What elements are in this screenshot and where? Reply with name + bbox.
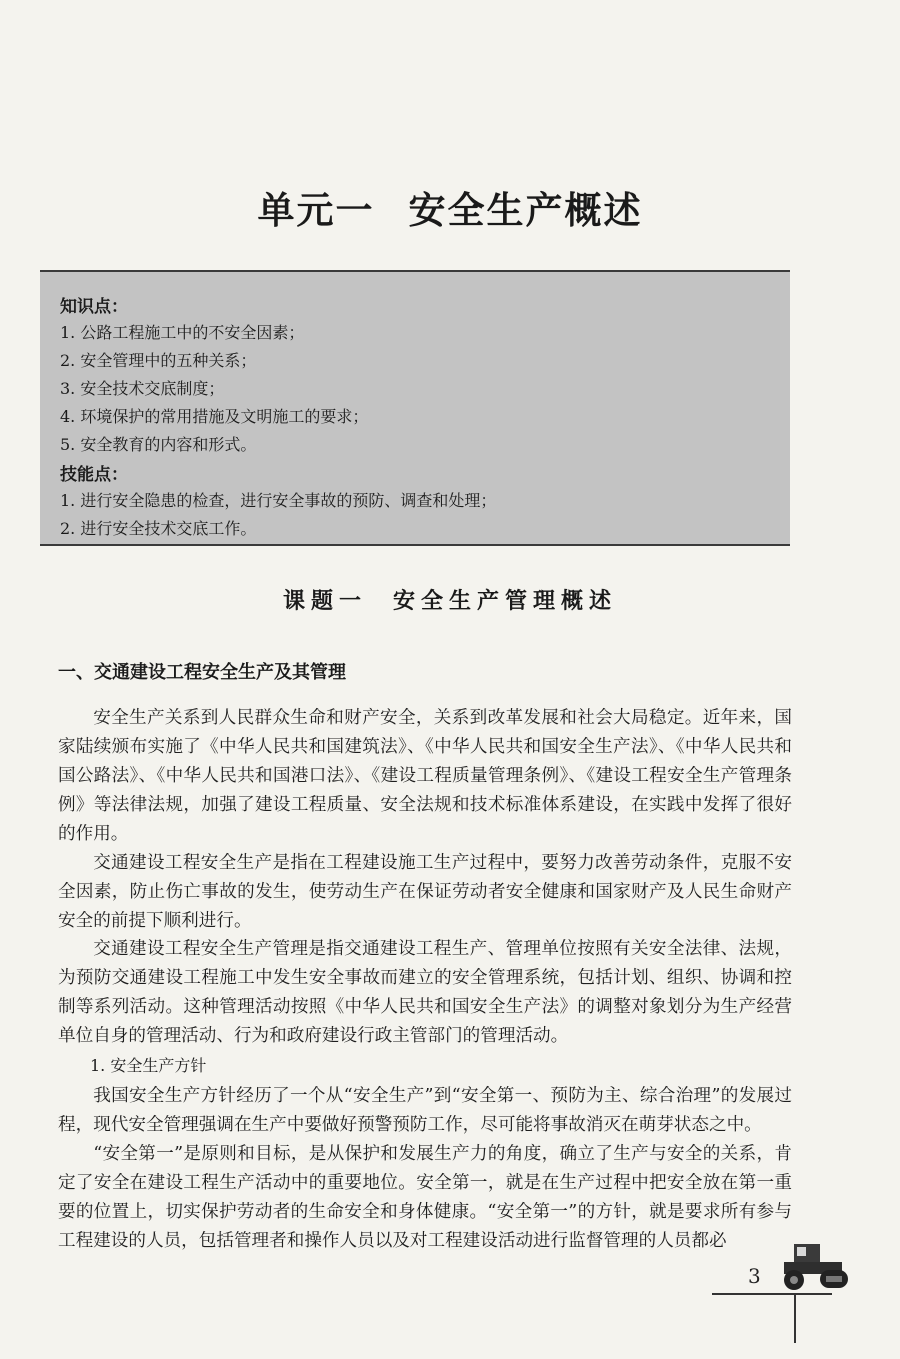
unit-title <box>0 180 900 234</box>
knowledge-item: 1. 公路工程施工中的不安全因素； <box>60 323 305 342</box>
paragraph: 我国安全生产方针经历了一个从“安全生产”到“安全第一、预防为主、综合治理”的发展过程，现代安全管理强调在生产中要做好预警预防工作，尽可能将事故消灭在萌芽状态之中。 <box>58 1086 792 1135</box>
unit-label: 单元一 <box>257 189 375 232</box>
paragraph: 交通建设工程安全生产是指在工程建设施工生产过程中，要努力改善劳动条件，克服不安全因素，防止伤亡事故的发生，使劳动生产在保证劳动者安全健康和国家财产及人民生命财产安全的前提下顺利进行。 <box>58 853 792 931</box>
knowledge-heading: 知识点： <box>60 297 128 317</box>
topic-title <box>0 584 900 615</box>
road-roller-icon <box>776 1236 852 1292</box>
paragraph: “安全第一”是原则和目标，是从保护和发展生产力的角度，确立了生产与安全的关系，肯定了安全在建设工程生产活动中的重要地位。安全第一，就是在生产过程中把安全放在第一重要的位置上，切实保护劳动者的生命安全和身体健康。“安全第一”的方针，就是要求所有参与工程建设的人员，包括管理者和操作人员以及对工程建设活动进行监督管理的人员都必 <box>58 1144 792 1251</box>
skill-item: 2. 进行安全技术交底工作。 <box>60 519 257 538</box>
topic-label: 课题一 <box>282 589 367 614</box>
paragraph: 交通建设工程安全生产管理是指交通建设工程生产、管理单位按照有关安全法律、法规，为预防交通建设工程施工中发生安全事故而建立的安全管理系统，包括计划、组织、协调和控制等系列活动。这种管理活动按照《中华人民共和国安全生产法》的调整对象划分为生产经营单位自身的管理活动、行为和政府建设行政主管部门的管理活动。 <box>58 939 792 1046</box>
topic-title-text: 安全生产管理概述 <box>393 589 618 614</box>
knowledge-item: 4. 环境保护的常用措施及文明施工的要求； <box>60 407 369 426</box>
skills-heading: 技能点： <box>60 465 128 485</box>
knowledge-item: 3. 安全技术交底制度； <box>60 379 225 398</box>
section-heading: 一、交通建设工程安全生产及其管理 <box>58 662 346 683</box>
unit-title-text: 安全生产概述 <box>408 189 643 232</box>
subsection-heading: 1. 安全生产方针 <box>90 1056 207 1075</box>
footer-rule-vertical <box>794 1293 796 1343</box>
footer-rule <box>712 1293 832 1295</box>
knowledge-item: 5. 安全教育的内容和形式。 <box>60 435 257 454</box>
skill-item: 1. 进行安全隐患的检查，进行安全事故的预防、调查和处理； <box>60 491 497 510</box>
paragraph: 安全生产关系到人民群众生命和财产安全，关系到改革发展和社会大局稳定。近年来，国家陆续颁布实施了《中华人民共和国建筑法》、《中华人民共和国安全生产法》、《中华人民共和国公路法》、《中华人民共和国港口法》、《建设工程质量管理条例》、《建设工程安全生产管理条例》等法律法规，加强了建设工程质量、安全法规和技术标准体系建设，在实践中发挥了很好的作用。 <box>58 708 792 844</box>
page-number: 3 <box>748 1264 761 1288</box>
knowledge-box <box>40 270 790 546</box>
knowledge-item: 2. 安全管理中的五种关系； <box>60 351 257 370</box>
